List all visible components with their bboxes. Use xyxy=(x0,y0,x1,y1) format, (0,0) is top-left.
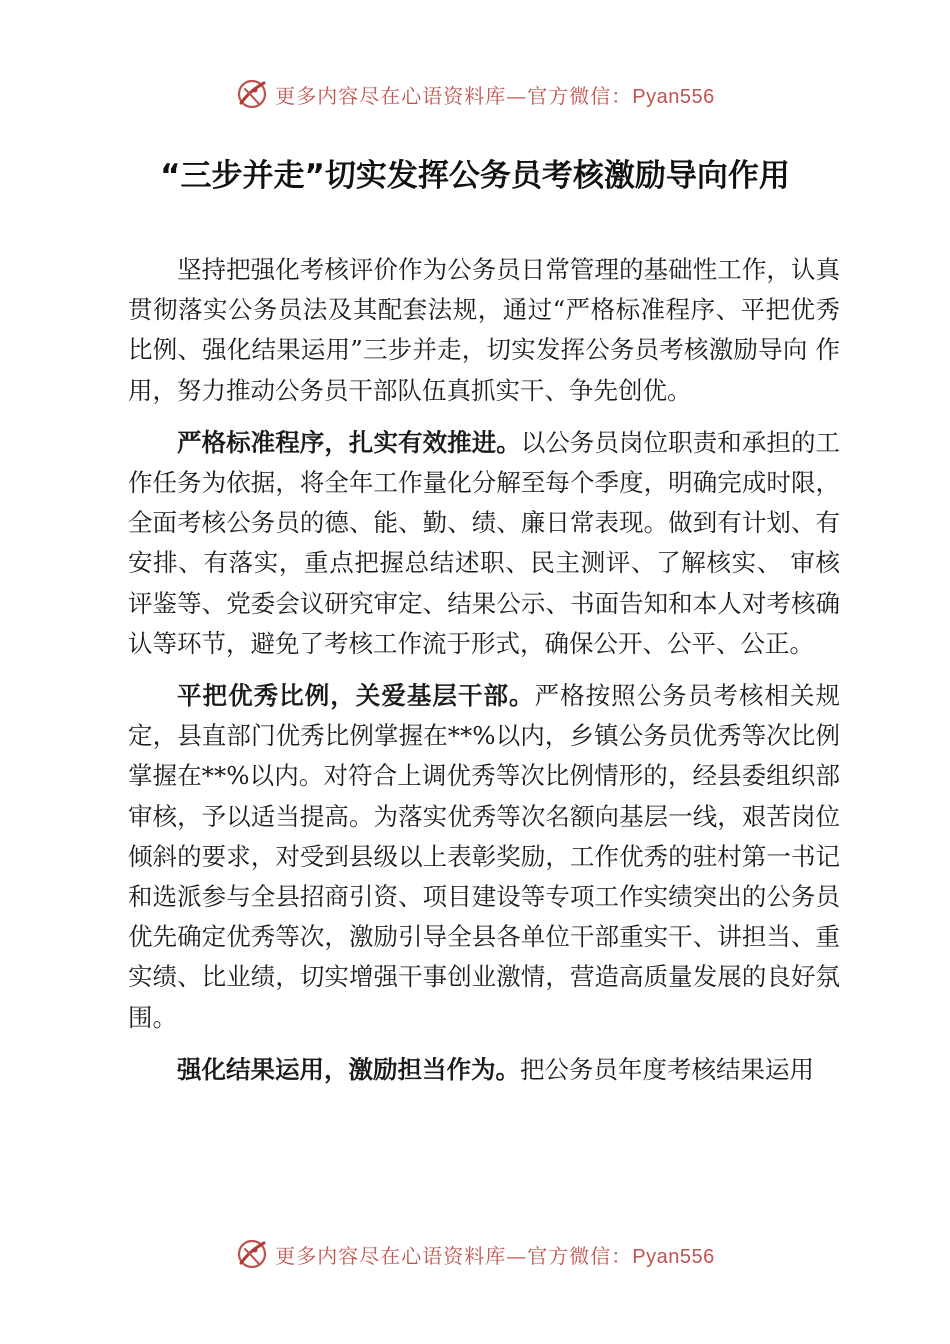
section-body: 严格按照公务员考核相关规定，县直部门优秀比例掌握在**%以内，乡镇公务员优秀等次比例掌握在**%以内。对符合上调优秀等次比例情形的，经县委组织部 审核，予以适当提高。为落实优秀等次名额向基层一线，艰苦岗位倾斜的要求，对受到县级以上表彰奖励，工作优秀的驻村第一书记和选派参与全县招商引资、项目建设等专项工作实绩突出的公务员优先确定优秀等次，激励引导全县各单位干部重实干、讲担当、重实绩、比业绩，切实增强干事创业激情，营造高质量发展的良好氛围。 xyxy=(128,681,841,1032)
section-lead: 平把优秀比例，关爱基层干部。 xyxy=(177,681,535,711)
watermark-text: 更多内容尽在心语资料库—官方微信：Pyan556 xyxy=(275,83,715,108)
footer-watermark xyxy=(0,1232,950,1276)
header-watermark xyxy=(0,72,950,116)
section-body: 把公务员年度考核结果运用 xyxy=(520,1054,814,1084)
section-paragraph xyxy=(128,1050,840,1090)
section-lead: 严格标准程序，扎实有效推进。 xyxy=(177,427,521,457)
section-paragraph xyxy=(128,676,840,1038)
red-brush-logo-icon xyxy=(235,77,269,111)
watermark-text: 更多内容尽在心语资料库—官方微信：Pyan556 xyxy=(275,1243,715,1268)
red-brush-logo-icon xyxy=(235,1237,269,1271)
document-title: “三步并走”切实发挥公务员考核激励导向作用 xyxy=(160,158,790,194)
section-body: 以公务员岗位职责和承担的工作任务为依据，将全年工作量化分解至每个季度，明确完成时限，全面考核公务员的德、能、勤、绩、廉日常表现。做到有计划、有安排、有落实，重点把握总结述职、民主测评、了解核实、 审核评鉴等、党委会议研究审定、结果公示、书面告知和本人对考核确认等环节，避免了考核工作流于形式，确保公开、公平、公正。 xyxy=(128,427,841,658)
section-paragraph xyxy=(128,423,840,664)
document-body xyxy=(128,250,840,1102)
intro-paragraph: 坚持把强化考核评价作为公务员日常管理的基础性工作，认真贯彻落实公务员法及其配套法规，通过“严格标准程序、平把优秀比例、强化结果运用”三步并走，切实发挥公务员考核激励导向 作用，努力推动公务员干部队伍真抓实干、争先创优。 xyxy=(128,255,840,405)
section-lead: 强化结果运用，激励担当作为。 xyxy=(177,1054,520,1084)
